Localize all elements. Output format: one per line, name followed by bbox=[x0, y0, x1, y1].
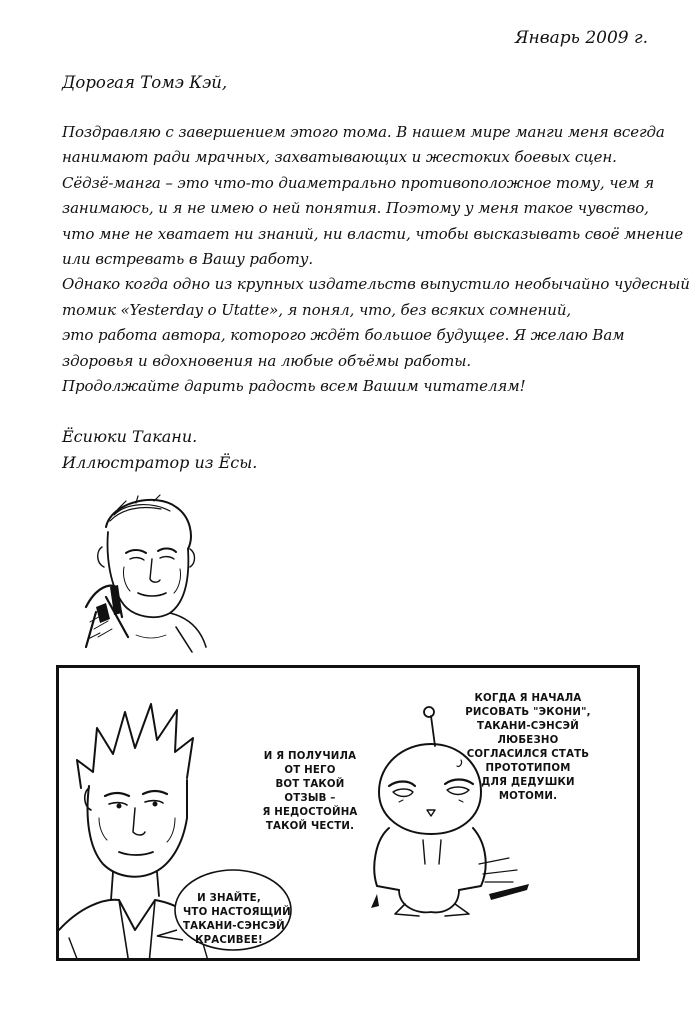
bubble-line: ЛЮБЕЗНО bbox=[497, 735, 559, 746]
letter-body bbox=[62, 120, 690, 399]
bubble-line: СОГЛАСИЛСЯ СТАТЬ bbox=[466, 749, 590, 760]
bubble-line: ТАКОЙ ЧЕСТИ. bbox=[265, 821, 355, 832]
comic-panel bbox=[56, 665, 640, 961]
author-portrait-sketch bbox=[66, 487, 216, 657]
bubble-line: КОГДА Я НАЧАЛА bbox=[474, 693, 582, 704]
bubble-line: ВОТ ТАКОЙ bbox=[275, 779, 345, 790]
bubble-line: И Я ПОЛУЧИЛА bbox=[263, 751, 357, 762]
letter-line: здоровья и вдохновения на любые объёмы работы. bbox=[62, 351, 472, 370]
bubble-line: ОТЗЫВ – bbox=[284, 793, 336, 804]
letter-line: это работа автора, которого ждёт большое будущее. Я желаю Вам bbox=[62, 326, 625, 345]
letter-line: занимаюсь, и я не имею о ней понятия. Поэтому у меня такое чувство, bbox=[62, 199, 649, 218]
bubble-line: И ЗНАЙТЕ, bbox=[197, 893, 261, 904]
letter-signature bbox=[62, 424, 257, 476]
letter-line: что мне не хватает ни знаний, ни власти, чтобы высказывать своё мнение bbox=[62, 224, 684, 243]
letter-line: томик «Yesterday o Utatte», я понял, что, без всяких сомнений, bbox=[62, 300, 572, 319]
signature-title: Иллюстратор из Ёсы. bbox=[62, 453, 258, 472]
bubble-line: ТАКАНИ-СЭНСЭЙ bbox=[183, 921, 285, 932]
letter-line: Сёдзё-манга – это что-то диаметрально противоположное тому, чем я bbox=[62, 173, 655, 192]
letter-line: Однако когда одно из крупных издательств выпустило необычайно чудесный bbox=[62, 275, 690, 294]
bubble-line: ДЛЯ ДЕДУШКИ bbox=[481, 777, 575, 788]
letter-greeting: Дорогая Томэ Кэй, bbox=[62, 73, 228, 92]
speech-bubble-right bbox=[463, 692, 593, 804]
bubble-line: РИСОВАТЬ "ЭКОНИ", bbox=[465, 707, 591, 718]
letter-line: нанимают ради мрачных, захватывающих и жестоких боевых сцен. bbox=[62, 148, 617, 167]
bubble-line: ЧТО НАСТОЯЩИЙ bbox=[183, 907, 291, 918]
signature-name: Ёсиюки Такани. bbox=[62, 427, 198, 446]
bubble-line: ОТ НЕГО bbox=[284, 765, 336, 776]
letter-line: или встревать в Вашу работу. bbox=[62, 250, 314, 269]
letter-line: Поздравляю с завершением этого тома. В нашем мире манги меня всегда bbox=[62, 123, 665, 141]
letter-date: Январь 2009 г. bbox=[514, 28, 648, 48]
bubble-line: Я НЕДОСТОЙНА bbox=[262, 807, 358, 818]
bubble-line: КРАСИВЕЕ! bbox=[195, 935, 263, 946]
letter-line: Продолжайте дарить радость всем Вашим читателям! bbox=[62, 377, 526, 396]
bubble-line: МОТОМИ. bbox=[498, 791, 558, 802]
speech-bubble-bottom bbox=[183, 892, 291, 948]
speech-bubble-left bbox=[255, 750, 365, 834]
bubble-line: ТАКАНИ-СЭНСЭЙ bbox=[477, 721, 579, 732]
bubble-line: ПРОТОТИПОМ bbox=[485, 763, 571, 774]
